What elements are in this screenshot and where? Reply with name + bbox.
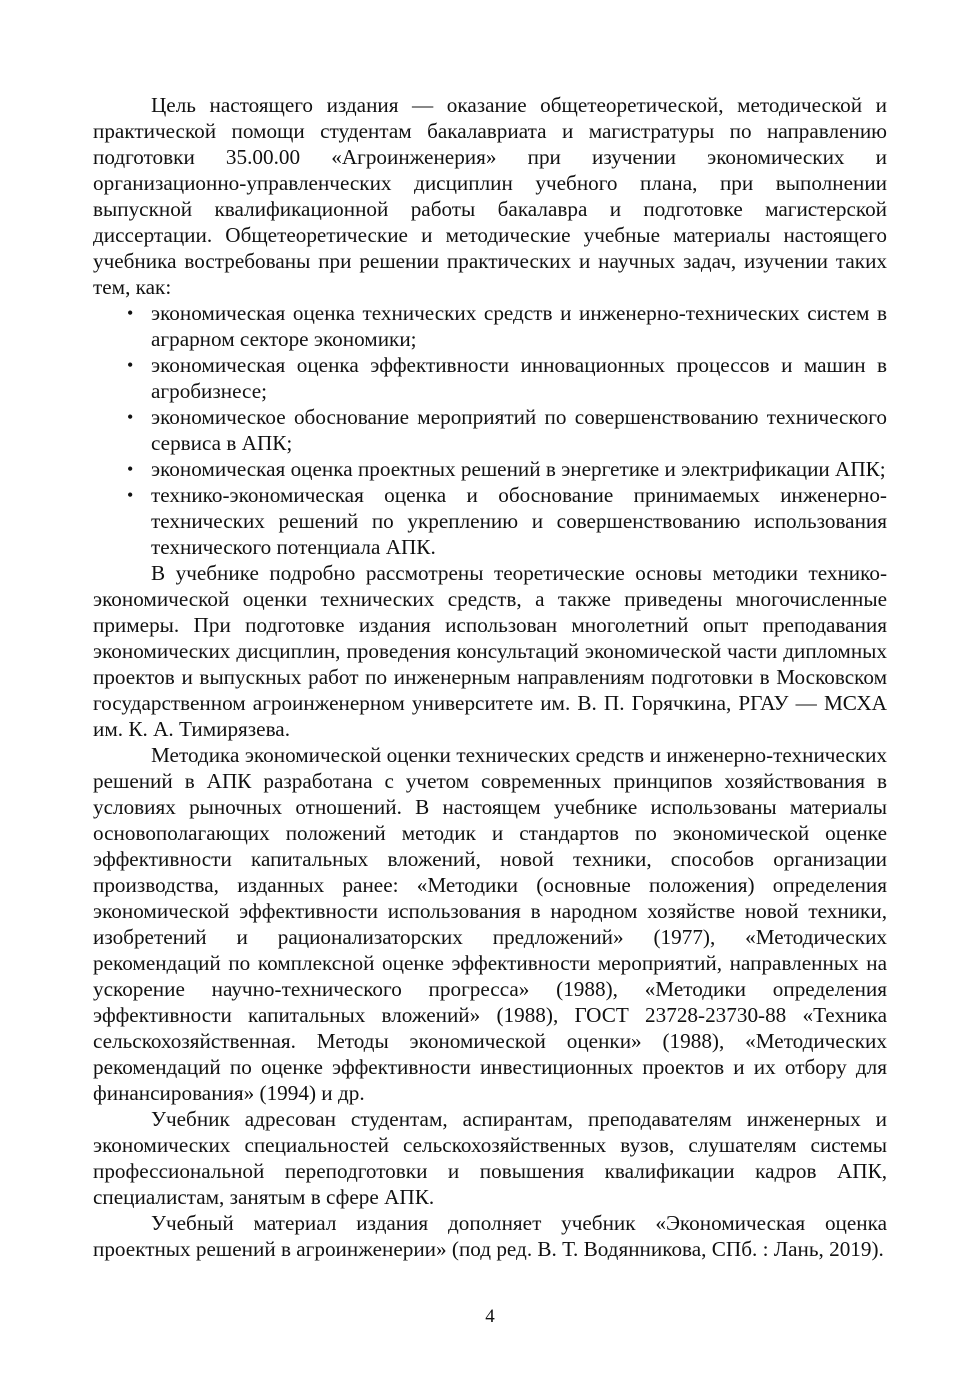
document-page bbox=[93, 92, 887, 1262]
topic-list bbox=[93, 300, 887, 560]
body-paragraph-1: В учебнике подробно рассмотрены теоретические основы методики технико-экономической оценки технических средств, а также приведены многочисленные примеры. При подготовке издания использован многолетний опыт преподавания экономических дисциплин, проведения консультаций экономической части дипломных проектов и выпускных работ по инженерным направлениям подготовки в Московском государственном агроинженерном университете им. В. П. Горячкина, РГАУ — МСХА им. К. А. Тимирязева. bbox=[93, 561, 887, 741]
topic-text: экономическая оценка эффективности инновационных процессов и машин в агробизнесе; bbox=[151, 353, 887, 403]
bullet-icon: • bbox=[127, 407, 134, 427]
topic-item-1 bbox=[93, 300, 887, 352]
page-number: 4 bbox=[485, 1306, 495, 1327]
bullet-icon: • bbox=[127, 303, 134, 323]
topic-text: экономическое обоснование мероприятий по совершенствованию технического сервиса в АПК; bbox=[151, 405, 887, 455]
bullet-icon: • bbox=[127, 485, 134, 505]
bullet-icon: • bbox=[127, 355, 134, 375]
topic-text: экономическая оценка технических средств и инженерно-технических систем в аграрном секторе экономики; bbox=[151, 301, 887, 351]
topic-text: технико-экономическая оценка и обоснование принимаемых инженерно-технических решений по укреплению и совершенствованию использования технического потенциала АПК. bbox=[151, 483, 887, 559]
body-paragraph-2: Методика экономической оценки технических средств и инженерно-технических решений в АПК разработана с учетом современных принципов хозяйствования в условиях рыночных отношений. В настоящем учебнике использованы материалы основополагающих положений методик и стандартов по экономической оценке эффективности капитальных вложений, новой техники, способов организации производства, изданных ранее: «Методики (основные положения) определения экономической эффективности использования в народном хозяйстве новой техники, изобретений и рационализаторских предложений» (1977), «Методических рекомендаций по комплексной оценке эффективности мероприятий, направленных на ускорение научно-технического прогресса» (1988), «Методики определения эффективности капитальных вложений» (1988), ГОСТ 23728-23730-88 «Техника сельскохозяйственная. Методы экономической оценки» (1988), «Методических рекомендаций по оценке эффективности инвестиционных проектов и их отбору для финансирования» (1994) и др. bbox=[93, 743, 887, 1105]
topic-item-2 bbox=[93, 352, 887, 404]
topic-item-4 bbox=[93, 456, 887, 482]
body-paragraph-4: Учебный материал издания дополняет учебник «Экономическая оценка проектных решений в агроинженерии» (под ред. В. Т. Водянникова, СПб. : Лань, 2019). bbox=[93, 1211, 887, 1261]
body-paragraph-3: Учебник адресован студентам, аспирантам, преподавателям инженерных и экономических специальностей сельскохозяйственных вузов, слушателям системы профессиональной переподготовки и повышения квалификации кадров АПК, специалистам, занятым в сфере АПК. bbox=[93, 1107, 887, 1209]
topic-item-5 bbox=[93, 482, 887, 560]
intro-paragraph: Цель настоящего издания — оказание общетеоретической, методической и практической помощи студентам бакалавриата и магистратуры по направлению подготовки 35.00.00 «Агроинженерия» при изучении экономических и организационно-управленческих дисциплин учебного плана, при выполнении выпускной квалификационной работы бакалавра и подготовке магистерской диссертации. Общетеоретические и методические учебные материалы настоящего учебника востребованы при решении практических и научных задач, изучении таких тем, как: bbox=[93, 93, 887, 299]
bullet-icon: • bbox=[127, 459, 134, 479]
topic-item-3 bbox=[93, 404, 887, 456]
topic-text: экономическая оценка проектных решений в энергетике и электрификации АПК; bbox=[151, 457, 886, 481]
